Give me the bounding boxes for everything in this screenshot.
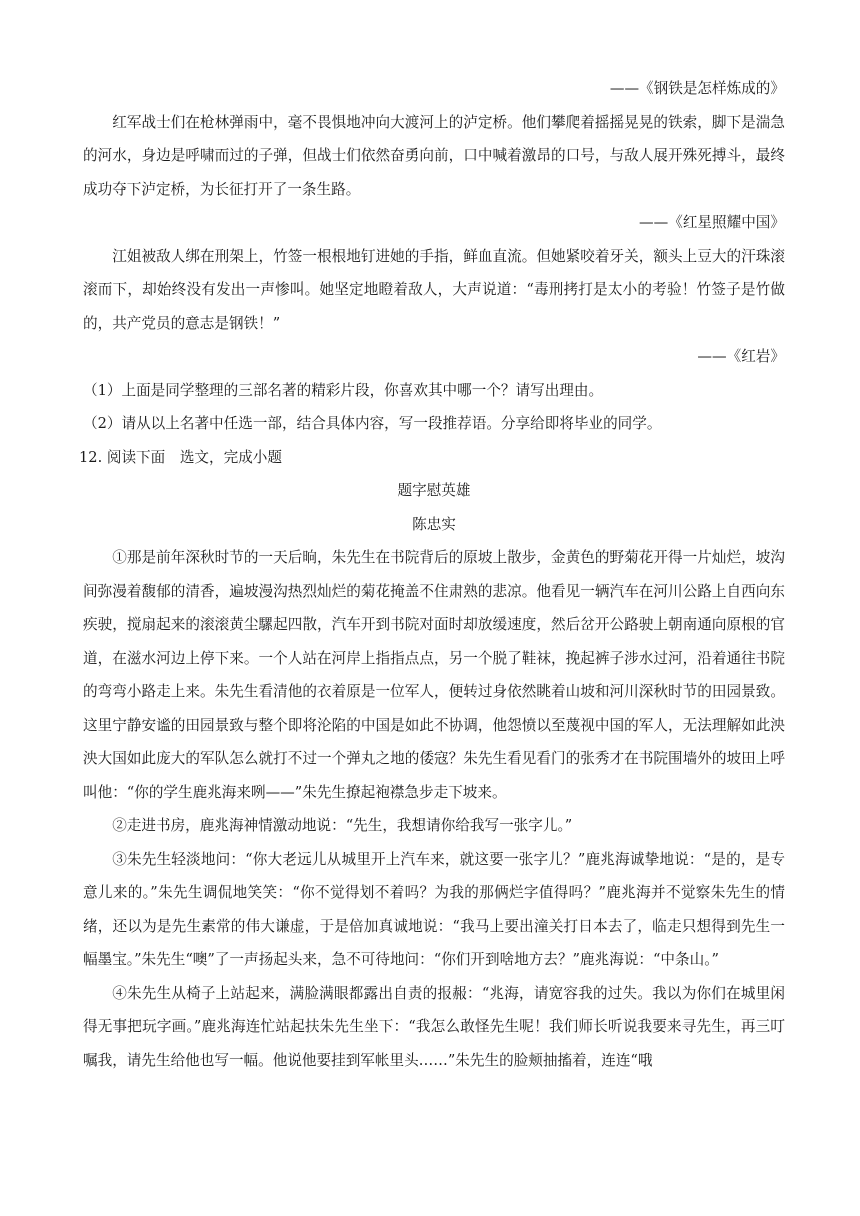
article-author: 陈忠实 [412, 515, 456, 533]
question-1: （1）上面是同学整理的三部名著的精彩片段，你喜欢其中哪一个？请写出理由。 [83, 381, 604, 399]
article-paragraph-4: ④朱先生从椅子上站起来，满脸满眼都露出自责的报赧：“兆海，请宽容我的过失。我以为你们在城里闲得无事把玩字画。”鹿兆海连忙站起扶朱先生坐下：“我怎么敢怪先生呢！我们师长听说我要来寻先生，再三叮嘱我，请先生给他也写一幅。他说他要挂到军帐里头……”朱先生的脸颊抽搐着，连连“哦 [83, 984, 785, 1069]
article-paragraph-3: ③朱先生轻淡地问：“你大老远儿从城里开上汽车来，就这要一张字儿？”鹿兆海诚挚地说：“是的，是专意儿来的。”朱先生调侃地笑笑：“你不觉得划不着吗？为我的那俩烂字值得吗？”鹿兆海并不觉察朱先生的情绪，还以为是先生素常的伟大谦虚，于是倍加真诚地说：“我马上要出潼关打日本去了，临走只想得到先生一幅墨宝。”朱先生“噢”了一声扬起头来，急不可待地问：“你们开到啥地方去？”鹿兆海说：“中条山。” [83, 850, 785, 968]
article-paragraph-2: ②走进书房，鹿兆海神情激动地说：“先生，我想请你给我写一张字儿。” [112, 817, 573, 834]
excerpt-source-3: ——《红岩》 [697, 348, 785, 365]
article-paragraph-1: ①那是前年深秋时节的一天后晌，朱先生在书院背后的原坡上散步，金黄色的野菊花开得一片灿烂，坡沟间弥漫着馥郁的清香，遍坡漫沟热烈灿烂的菊花掩盖不住肃熟的悲凉。他看见一辆汽车在河川公路上自西向东疾驶，搅扇起来的滚滚黄尘騾起四散，汽车开到书院对面时却放缓速度，然后岔开公路驶上朝南通向原根的官道，在滋水河边上停下来。一个人站在河岸上指指点点，另一个脱了鞋袜，挽起裤子涉水过河，沿着通往书院的弯弯小路走上来。朱先生看清他的衣着原是一位军人，便转过身依然眺着山坡和河川深秋时节的田园景致。这里宁静安谧的田园景致与整个即将沦陷的中国是如此不协调，他怨愤以至蔑视中国的军人，无法理解如此泱泱大国如此庞大的军队怎么就打不过一个弹丸之地的倭寇？朱先生看见看门的张秀才在书院围墙外的坡田上呼叫他：“你的学生鹿兆海来咧——”朱先生撩起袍襟急步走下坡来。 [83, 549, 785, 801]
document-content [79, 72, 785, 1077]
excerpt-text-3: 江姐被敌人绑在刑架上，竹签一根根地钉进她的手指，鲜血直流。但她紧咬着牙关，额头上豆大的汗珠滚滚而下，却始终没有发出一声惨叫。她坚定地瞪着敌人，大声说道：“毒刑拷打是太小的考验！竹签子是竹做的，共产党员的意志是钢铁！” [83, 247, 785, 332]
article-title: 题字慰英雄 [397, 482, 471, 499]
question-2: （2）请从以上名著中任选一部，结合具体内容，写一段推荐语。分享给即将毕业的同学。 [83, 415, 662, 432]
question-12-label: 12. 阅读下面 选文，完成小题 [79, 448, 282, 466]
excerpt-source-1: ——《钢铁是怎样炼成的》 [609, 80, 785, 97]
excerpt-text-2: 红军战士们在枪林弹雨中，毫不畏惧地冲向大渡河上的泸定桥。他们攀爬着摇摇晃晃的铁索，脚下是湍急的河水，身边是呼啸而过的子弹，但战士们依然奋勇向前，口中喊着激昂的口号，与敌人展开殊死搏斗，最终成功夺下泸定桥，为长征打开了一条生路。 [83, 113, 785, 198]
excerpt-source-2: ——《红星照耀中国》 [639, 214, 785, 231]
